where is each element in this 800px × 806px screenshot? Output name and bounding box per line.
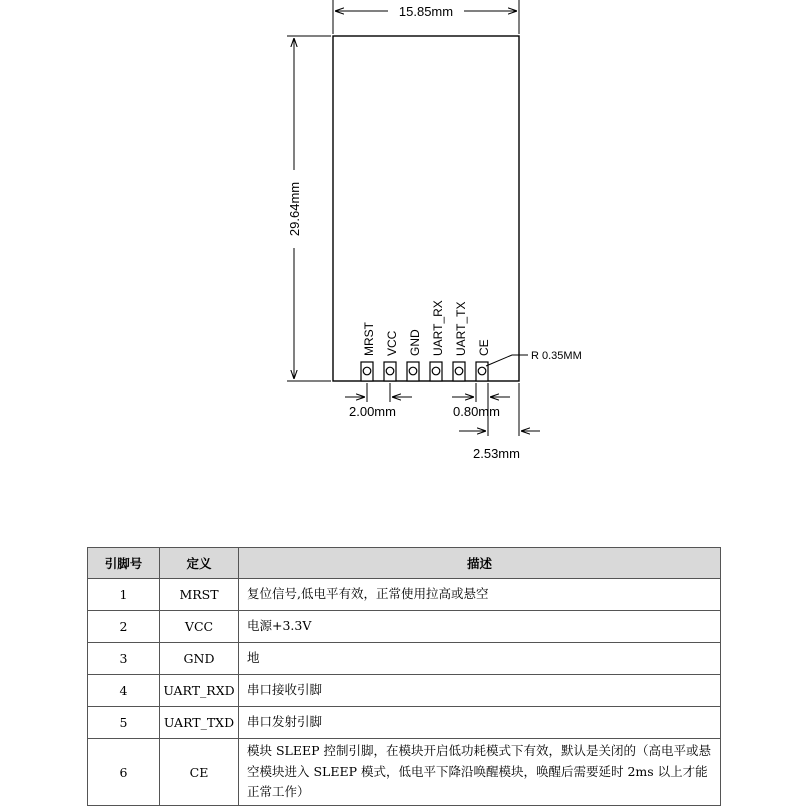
definition-cell: VCC bbox=[160, 611, 239, 643]
pin-label-uart-rx: UART_RX bbox=[431, 300, 445, 356]
table-row bbox=[88, 643, 721, 675]
pitch-label: 2.00mm bbox=[349, 404, 396, 419]
pin-pads bbox=[361, 362, 488, 381]
definition-cell: GND bbox=[160, 643, 239, 675]
description-cell: 电源+3.3V bbox=[239, 611, 721, 643]
pin-label-vcc: VCC bbox=[385, 330, 399, 356]
definition-cell: MRST bbox=[160, 579, 239, 611]
radius-leader bbox=[486, 355, 528, 366]
definition-cell: CE bbox=[160, 739, 239, 806]
definition-cell: UART_TXD bbox=[160, 707, 239, 739]
pin-number-cell: 1 bbox=[88, 579, 160, 611]
pad-4 bbox=[430, 362, 442, 381]
table-row bbox=[88, 579, 721, 611]
header-description: 描述 bbox=[239, 548, 721, 579]
definition-cell: UART_RXD bbox=[160, 675, 239, 707]
description-cell: 地 bbox=[239, 643, 721, 675]
pin-number-cell: 2 bbox=[88, 611, 160, 643]
edge-label: 2.53mm bbox=[473, 446, 520, 461]
pad-6 bbox=[476, 362, 488, 381]
table-row bbox=[88, 675, 721, 707]
description-cell: 串口发射引脚 bbox=[239, 707, 721, 739]
pad-2 bbox=[384, 362, 396, 381]
pad-width-label: 0.80mm bbox=[453, 404, 500, 419]
table-header-row bbox=[88, 548, 721, 579]
table-row bbox=[88, 611, 721, 643]
pin-definition-table bbox=[87, 547, 721, 806]
module-body bbox=[333, 36, 519, 381]
pin-number-cell: 6 bbox=[88, 739, 160, 806]
pitch-dimension bbox=[345, 383, 412, 402]
table-row bbox=[88, 707, 721, 739]
pad-1 bbox=[361, 362, 373, 381]
pad-3 bbox=[407, 362, 419, 381]
description-cell: 串口接收引脚 bbox=[239, 675, 721, 707]
description-cell: 模块 SLEEP 控制引脚，在模块开启低功耗模式下有效，默认是关闭的（高电平或悬空模块进入 SLEEP 模式，低电平下降沿唤醒模块，唤醒后需要延时 2ms 以上才能正常工作） bbox=[239, 739, 721, 806]
header-pin-number: 引脚号 bbox=[88, 548, 160, 579]
pin-label-ce: CE bbox=[477, 339, 491, 356]
description-cell: 复位信号,低电平有效，正常使用拉高或悬空 bbox=[239, 579, 721, 611]
pin-label-uart-tx: UART_TX bbox=[454, 301, 468, 356]
pin-number-cell: 5 bbox=[88, 707, 160, 739]
pad-5 bbox=[453, 362, 465, 381]
pin-label-mrst: MRST bbox=[362, 322, 376, 356]
pin-number-cell: 4 bbox=[88, 675, 160, 707]
pin-label-gnd: GND bbox=[408, 329, 422, 356]
table-row bbox=[88, 739, 721, 806]
width-label: 15.85mm bbox=[398, 4, 454, 19]
height-label: 29.64mm bbox=[287, 181, 302, 237]
pin-number-cell: 3 bbox=[88, 643, 160, 675]
radius-label: R 0.35MM bbox=[531, 350, 582, 362]
header-definition: 定义 bbox=[160, 548, 239, 579]
